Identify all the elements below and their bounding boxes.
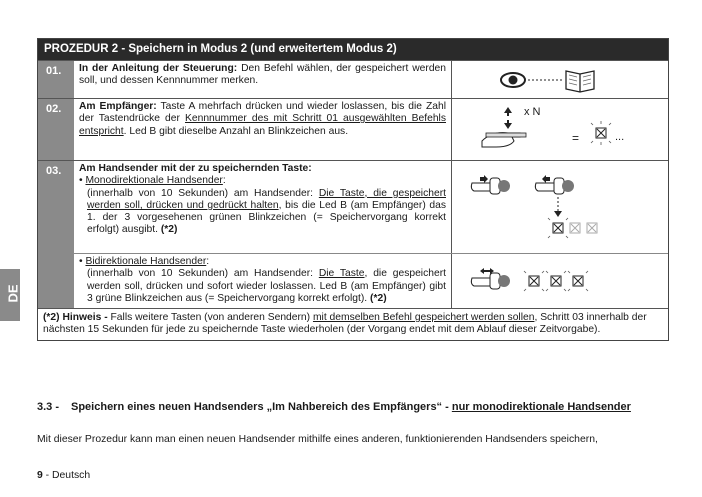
step-03-text-mono: Am Handsender mit der zu speichernden Taste: • Monodirektionale Handsender: (innerhalb von 10 Sekunden) am Handsender: Die Taste, die gespeichert werden soll, drücken und gedrückt halten, bis die Led B (am Empfänger) das 1. der 3 vorgesehenen grünen Blinkzeichen (= Speichervorgang korrekt erfolgt) ausgibt. (*2) <box>74 161 452 253</box>
step-01-text: In der Anleitung der Steuerung: Den Befehl wählen, der gespeichert werden soll, und dessen Kennnummer merken. <box>74 61 452 98</box>
footnote: (*2) Hinweis - Falls weitere Tasten (von anderen Sendern) mit demselben Befehl gespeichert werden sollen, Schritt 03 innerhalb der nächsten 15 Sekunden für jede zu speichernde Taste wiederholen (der Vorgang endet mit dem Ablauf dieser Zeitvorgabe). <box>38 308 668 340</box>
step-number: 03. <box>38 161 74 308</box>
step-03-bidi-illustration <box>452 254 668 308</box>
ellipsis: ... <box>615 131 625 143</box>
step-number: 01. <box>38 61 74 98</box>
step-03-text-bidi: • Bidirektionale Handsender: (innerhalb von 10 Sekunden) am Handsender: Die Taste, die gespeichert werden soll, drücken und sofort wieder loslassen. Led B (am Empfänger) gibt 3 grüne Blinkzeichen aus (= Speichervorgang korrekt erfolgt). (*2) <box>74 254 452 308</box>
language-tab-label: DE <box>5 284 21 303</box>
mono-transmitter-icon <box>452 161 670 253</box>
led-blink-icon <box>452 99 668 160</box>
body-paragraph: Mit dieser Prozedur kann man einen neuen Handsender mithilfe eines anderen, funktionierenden Handsenders speichern, <box>37 434 598 445</box>
step-01-illustration <box>452 61 668 98</box>
step-02-text: Am Empfänger: Taste A mehrfach drücken und wieder loslassen, bis die Zahl der Tastendrücke der Kennnummer des mit Schritt 01 ausgewählten Befehls entspricht. Led B gibt dieselbe Anzahl an Blinkzeichen aus. <box>74 99 452 160</box>
step-03-mono-illustration <box>452 161 668 253</box>
language-tab <box>0 269 20 321</box>
section-heading: 3.3 - Speichern eines neuen Handsenders „Im Nahbereich des Empfängers“ - nur monodirektionale Handsender <box>37 401 631 413</box>
step-number: 02. <box>38 99 74 160</box>
step-02-illustration <box>452 99 668 160</box>
equals-sign: = <box>572 131 580 145</box>
procedure-header: PROZEDUR 2 - Speichern in Modus 2 (und erweitertem Modus 2) <box>38 39 668 60</box>
procedure-table <box>37 38 669 341</box>
press-count-label: x N <box>524 106 541 118</box>
bidi-transmitter-icon <box>452 254 670 308</box>
page-footer: 9 - Deutsch <box>37 470 91 481</box>
section-number: 3.3 - <box>37 401 60 413</box>
eye-book-icon <box>452 61 668 98</box>
step-02-row <box>38 98 668 160</box>
step-01-row <box>38 60 668 98</box>
step-03-row <box>38 160 668 308</box>
